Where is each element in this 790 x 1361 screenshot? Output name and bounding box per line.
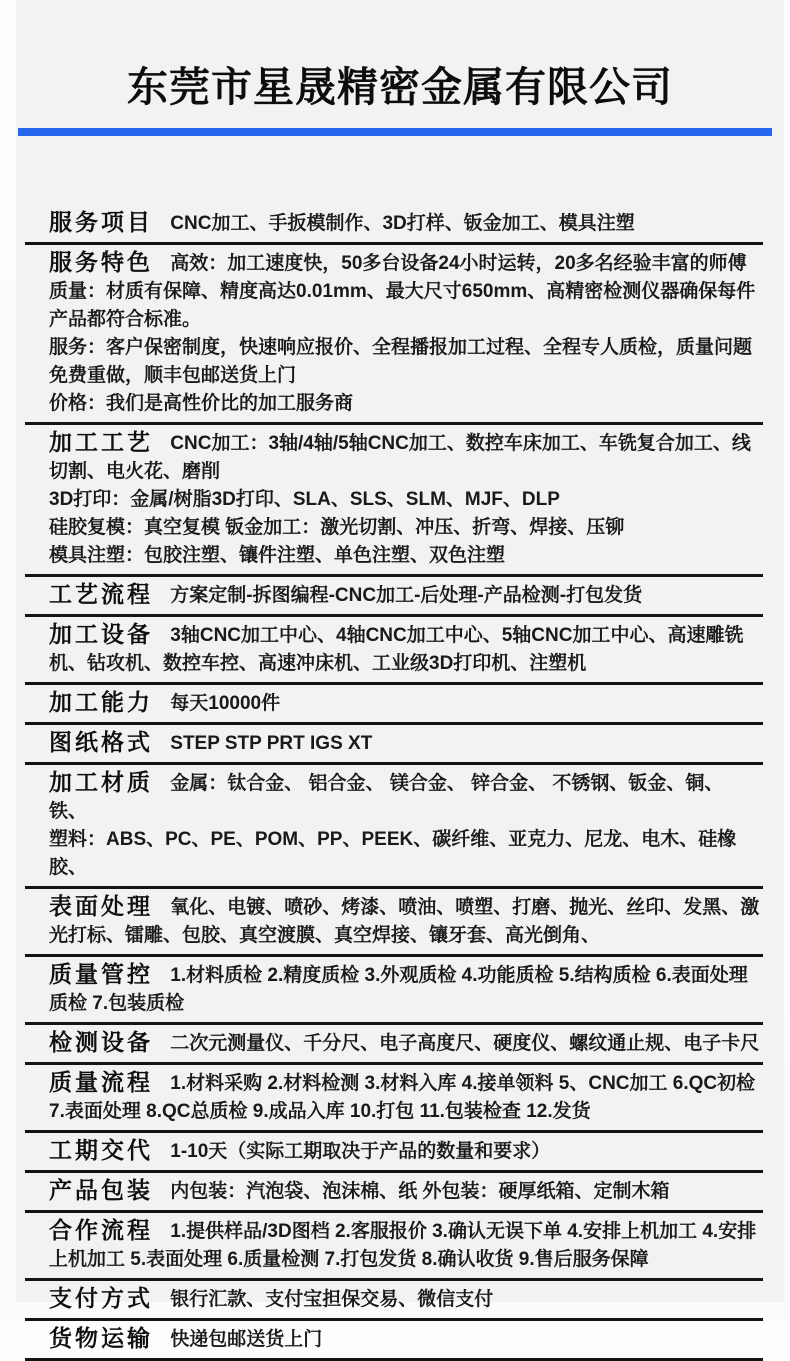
section-row — [25, 425, 763, 577]
section-label: 检测设备 — [49, 1029, 153, 1055]
section-row — [25, 245, 763, 425]
section-row — [25, 1173, 763, 1213]
section-text: 氧化、电镀、喷砂、烤漆、喷油、喷塑、打磨、抛光、丝印、发黑、激光打标、镭雕、包胶、真空渡膜、真空焊接、镶牙套、高光倒角、 — [49, 897, 760, 946]
section-row — [25, 1321, 763, 1361]
section-text: 硅胶复模：真空复模 钣金加工：激光切割、冲压、折弯、焊接、压铆 — [49, 517, 625, 538]
section-label: 质量管控 — [49, 961, 153, 987]
content-panel — [16, 0, 784, 1351]
section-text: 每天10000件 — [170, 693, 281, 714]
section-label: 货物运输 — [49, 1325, 153, 1351]
section-row — [25, 889, 763, 957]
section-label: 工期交代 — [49, 1137, 153, 1163]
section-text: 1.材料采购 2.材料检测 3.材料入库 4.接单领料 5、CNC加工 6.QC初检 7.表面处理 8.QC总质检 9.成品入库 10.打包 11.包装检查 12.发货 — [49, 1073, 756, 1122]
section-label: 加工材质 — [49, 769, 153, 795]
section-text: 1-10天（实际工期取决于产品的数量和要求） — [170, 1141, 551, 1162]
section-label: 产品包装 — [49, 1177, 153, 1203]
section-text: 3D打印：金属/树脂3D打印、SLA、SLS、SLM、MJF、DLP — [49, 489, 560, 510]
section-row — [25, 205, 763, 245]
section-label: 表面处理 — [49, 893, 153, 919]
section-text: 3轴CNC加工中心、4轴CNC加工中心、5轴CNC加工中心、高速雕铣机、钻攻机、数控车控、高速冲床机、工业级3D打印机、注塑机 — [49, 625, 744, 674]
section-text: CNC加工、手扳模制作、3D打样、钣金加工、模具注塑 — [170, 213, 635, 234]
section-label: 加工能力 — [49, 689, 153, 715]
section-row — [25, 577, 763, 617]
sections-list — [25, 136, 763, 1361]
section-text: 快递包邮送货上门 — [170, 1329, 323, 1350]
section-text: CNC加工：3轴/4轴/5轴CNC加工、数控车床加工、车铣复合加工、线切割、电火花、磨削 — [49, 433, 751, 482]
section-text: STEP STP PRT IGS XT — [170, 733, 373, 754]
section-text: 塑料：ABS、PC、PE、POM、PP、PEEK、碳纤维、亚克力、尼龙、电木、硅橡胶、 — [49, 829, 737, 878]
section-label: 图纸格式 — [49, 729, 153, 755]
section-text: 金属：钛合金、 铝合金、 镁合金、 锌合金、 不锈钢、钣金、铜、 铁、 — [49, 773, 724, 822]
section-row — [25, 957, 763, 1025]
section-row — [25, 725, 763, 765]
section-row — [25, 1213, 763, 1281]
section-label: 质量流程 — [49, 1069, 153, 1095]
title-underline-bar — [18, 128, 772, 136]
section-text: 1.提供样品/3D图档 2.客服报价 3.确认无误下单 4.安排上机加工 4.安排上机加工 5.表面处理 6.质量检测 7.打包发货 8.确认收货 9.售后服务保障 — [49, 1221, 757, 1270]
section-text: 内包装：汽泡袋、泡沫棉、纸 外包装：硬厚纸箱、定制木箱 — [170, 1181, 670, 1202]
section-text: 质量：材质有保障、精度高达0.01mm、最大尺寸650mm、高精密检测仪器确保每件产品都符合标准。 — [49, 281, 756, 330]
section-row — [25, 1281, 763, 1321]
section-text: 价格：我们是高性价比的加工服务商 — [49, 393, 354, 414]
section-label: 合作流程 — [49, 1217, 153, 1243]
section-text: 方案定制-拆图编程-CNC加工-后处理-产品检测-打包发货 — [170, 585, 643, 606]
section-row — [25, 1065, 763, 1133]
section-row — [25, 1025, 763, 1065]
section-label: 工艺流程 — [49, 581, 153, 607]
section-text: 银行汇款、支付宝担保交易、微信支付 — [170, 1289, 494, 1310]
section-label: 加工工艺 — [49, 429, 153, 455]
company-title: 东莞市星晟精密金属有限公司 — [127, 64, 673, 110]
section-text: 模具注塑：包胶注塑、镶件注塑、单色注塑、双色注塑 — [49, 545, 506, 566]
section-label: 加工设备 — [49, 621, 153, 647]
section-text: 二次元测量仪、千分尺、电子高度尺、硬度仪、螺纹通止规、电子卡尺 — [170, 1033, 760, 1054]
section-text: 1.材料质检 2.精度质检 3.外观质检 4.功能质检 5.结构质检 6.表面处理质检 7.包装质检 — [49, 965, 748, 1014]
section-row — [25, 685, 763, 725]
section-label: 服务特色 — [49, 249, 153, 275]
section-text: 服务：客户保密制度，快速响应报价、全程播报加工过程、全程专人质检，质量问题免费重做，顺丰包邮送货上门 — [49, 337, 753, 386]
section-text: 高效：加工速度快，50多台设备24小时运转，20多名经验丰富的师傅 — [170, 253, 747, 274]
section-label: 服务项目 — [49, 209, 153, 235]
section-row — [25, 765, 763, 889]
section-row — [25, 1133, 763, 1173]
section-label: 支付方式 — [49, 1285, 153, 1311]
page-header — [16, 0, 784, 136]
section-row — [25, 617, 763, 685]
